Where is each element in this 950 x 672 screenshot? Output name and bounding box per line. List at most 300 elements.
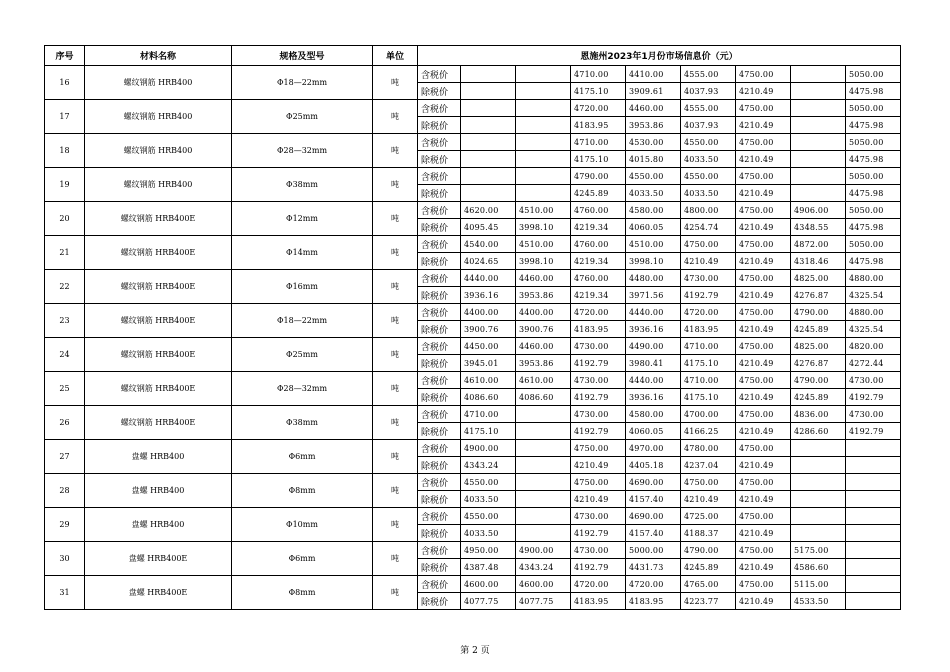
tax-price-cell: 4440.00 xyxy=(626,304,681,321)
row-seq: 19 xyxy=(45,168,85,202)
tax-price-cell: 4900.00 xyxy=(461,440,516,457)
tax-price-cell: 4730.00 xyxy=(681,270,736,287)
tax-price-cell: 4400.00 xyxy=(516,304,571,321)
spec-model: Φ38mm xyxy=(232,168,373,202)
notax-price-cell: 4192.79 xyxy=(846,423,901,440)
notax-price-cell xyxy=(791,117,846,134)
row-seq: 29 xyxy=(45,508,85,542)
tax-price-cell: 4600.00 xyxy=(516,576,571,593)
tax-price-cell: 5050.00 xyxy=(846,168,901,185)
tax-price-cell: 5000.00 xyxy=(626,542,681,559)
tax-price-cell: 4620.00 xyxy=(461,202,516,219)
tax-price-cell: 4750.00 xyxy=(681,474,736,491)
tax-price-cell xyxy=(846,474,901,491)
notax-price-cell xyxy=(516,185,571,202)
tax-price-cell: 4700.00 xyxy=(681,406,736,423)
material-name: 螺纹钢筋 HRB400E xyxy=(85,406,232,440)
notax-price-cell: 4272.44 xyxy=(846,355,901,372)
tax-price-label: 含税价 xyxy=(418,270,461,287)
notax-price-cell: 4237.04 xyxy=(681,457,736,474)
spec-model: Φ10mm xyxy=(232,508,373,542)
material-name: 螺纹钢筋 HRB400E xyxy=(85,338,232,372)
tax-price-cell: 4825.00 xyxy=(791,338,846,355)
notax-price-cell: 3998.10 xyxy=(516,253,571,270)
notax-price-cell: 3980.41 xyxy=(626,355,681,372)
table-row-tax xyxy=(45,236,901,253)
row-seq: 23 xyxy=(45,304,85,338)
notax-price-cell: 4095.45 xyxy=(461,219,516,236)
tax-price-cell: 4750.00 xyxy=(736,338,791,355)
table-row-tax xyxy=(45,134,901,151)
notax-price-label: 除税价 xyxy=(418,83,461,100)
notax-price-cell: 4033.50 xyxy=(461,525,516,542)
notax-price-label: 除税价 xyxy=(418,287,461,304)
notax-price-cell: 3900.76 xyxy=(516,321,571,338)
notax-price-cell: 4245.89 xyxy=(571,185,626,202)
notax-price-cell: 3953.86 xyxy=(516,287,571,304)
tax-price-cell xyxy=(516,440,571,457)
spec-model: Φ8mm xyxy=(232,474,373,508)
tax-price-cell: 4550.00 xyxy=(681,134,736,151)
notax-price-cell: 4245.89 xyxy=(681,559,736,576)
notax-price-cell: 4210.49 xyxy=(736,457,791,474)
tax-price-cell: 4780.00 xyxy=(681,440,736,457)
tax-price-cell: 4720.00 xyxy=(571,304,626,321)
notax-price-cell: 4033.50 xyxy=(626,185,681,202)
notax-price-cell: 4192.79 xyxy=(571,423,626,440)
unit: 吨 xyxy=(373,474,418,508)
tax-price-cell: 4750.00 xyxy=(736,66,791,83)
notax-price-cell: 3909.61 xyxy=(626,83,681,100)
tax-price-cell: 4550.00 xyxy=(461,474,516,491)
notax-price-cell: 4033.50 xyxy=(681,185,736,202)
tax-price-cell: 4750.00 xyxy=(736,440,791,457)
notax-price-label: 除税价 xyxy=(418,151,461,168)
tax-price-cell: 4900.00 xyxy=(516,542,571,559)
notax-price-cell: 4210.49 xyxy=(736,355,791,372)
tax-price-label: 含税价 xyxy=(418,542,461,559)
notax-price-cell: 4210.49 xyxy=(736,423,791,440)
spec-model: Φ28—32mm xyxy=(232,134,373,168)
notax-price-cell: 4219.34 xyxy=(571,287,626,304)
row-seq: 22 xyxy=(45,270,85,304)
tax-price-cell xyxy=(516,66,571,83)
tax-price-cell: 4730.00 xyxy=(846,372,901,389)
tax-price-label: 含税价 xyxy=(418,406,461,423)
tax-price-cell: 4790.00 xyxy=(791,372,846,389)
material-name: 盘螺 HRB400E xyxy=(85,576,232,610)
notax-price-cell xyxy=(791,525,846,542)
notax-price-cell: 4192.79 xyxy=(571,389,626,406)
tax-price-label: 含税价 xyxy=(418,508,461,525)
notax-price-cell: 4166.25 xyxy=(681,423,736,440)
notax-price-label: 除税价 xyxy=(418,491,461,508)
spec-model: Φ18—22mm xyxy=(232,66,373,100)
tax-price-cell xyxy=(791,508,846,525)
tax-price-cell: 4730.00 xyxy=(571,508,626,525)
row-seq: 20 xyxy=(45,202,85,236)
tax-price-cell: 4550.00 xyxy=(461,508,516,525)
notax-price-cell xyxy=(791,457,846,474)
notax-price-cell xyxy=(846,525,901,542)
notax-price-cell: 4210.49 xyxy=(736,219,791,236)
tax-price-cell xyxy=(516,134,571,151)
table-row-tax xyxy=(45,270,901,287)
material-name: 盘螺 HRB400 xyxy=(85,440,232,474)
notax-price-cell: 4475.98 xyxy=(846,219,901,236)
notax-price-cell: 4387.48 xyxy=(461,559,516,576)
notax-price-cell: 4060.05 xyxy=(626,219,681,236)
notax-price-cell: 4210.49 xyxy=(736,287,791,304)
tax-price-cell: 4750.00 xyxy=(736,168,791,185)
tax-price-cell: 4710.00 xyxy=(571,134,626,151)
notax-price-cell xyxy=(846,559,901,576)
tax-price-label: 含税价 xyxy=(418,576,461,593)
table-row-tax xyxy=(45,100,901,117)
notax-price-cell: 4325.54 xyxy=(846,287,901,304)
tax-price-cell: 4460.00 xyxy=(516,338,571,355)
tax-price-cell xyxy=(846,508,901,525)
notax-price-cell: 4175.10 xyxy=(461,423,516,440)
tax-price-cell: 4580.00 xyxy=(626,202,681,219)
tax-price-cell: 5050.00 xyxy=(846,100,901,117)
unit: 吨 xyxy=(373,134,418,168)
notax-price-cell xyxy=(516,457,571,474)
tax-price-cell: 4750.00 xyxy=(736,236,791,253)
notax-price-label: 除税价 xyxy=(418,219,461,236)
tax-price-label: 含税价 xyxy=(418,440,461,457)
tax-price-cell: 4750.00 xyxy=(736,202,791,219)
notax-price-cell xyxy=(461,185,516,202)
notax-price-label: 除税价 xyxy=(418,593,461,610)
notax-price-label: 除税价 xyxy=(418,355,461,372)
header-spec: 规格及型号 xyxy=(232,46,373,66)
notax-price-cell: 4175.10 xyxy=(571,151,626,168)
notax-price-cell: 4586.60 xyxy=(791,559,846,576)
notax-price-cell: 4077.75 xyxy=(516,593,571,610)
notax-price-cell: 4024.65 xyxy=(461,253,516,270)
material-name: 螺纹钢筋 HRB400E xyxy=(85,202,232,236)
table-row-tax xyxy=(45,66,901,83)
notax-price-cell: 4210.49 xyxy=(736,151,791,168)
tax-price-cell xyxy=(516,474,571,491)
notax-price-cell: 4318.46 xyxy=(791,253,846,270)
notax-price-cell: 4219.34 xyxy=(571,219,626,236)
unit: 吨 xyxy=(373,66,418,100)
notax-price-cell xyxy=(516,423,571,440)
notax-price-cell: 4343.24 xyxy=(516,559,571,576)
tax-price-cell: 4490.00 xyxy=(626,338,681,355)
row-seq: 18 xyxy=(45,134,85,168)
notax-price-label: 除税价 xyxy=(418,253,461,270)
tax-price-cell xyxy=(846,542,901,559)
tax-price-cell: 4880.00 xyxy=(846,270,901,287)
notax-price-cell: 4475.98 xyxy=(846,253,901,270)
tax-price-cell: 4970.00 xyxy=(626,440,681,457)
notax-price-cell: 4033.50 xyxy=(681,151,736,168)
tax-price-cell: 4710.00 xyxy=(571,66,626,83)
tax-price-cell: 5175.00 xyxy=(791,542,846,559)
notax-price-cell xyxy=(791,185,846,202)
notax-price-label: 除税价 xyxy=(418,321,461,338)
notax-price-cell xyxy=(516,83,571,100)
tax-price-cell: 4750.00 xyxy=(736,134,791,151)
tax-price-cell: 4550.00 xyxy=(681,168,736,185)
notax-price-cell xyxy=(791,491,846,508)
tax-price-cell: 4765.00 xyxy=(681,576,736,593)
row-seq: 31 xyxy=(45,576,85,610)
tax-price-cell: 4800.00 xyxy=(681,202,736,219)
notax-price-label: 除税价 xyxy=(418,185,461,202)
tax-price-label: 含税价 xyxy=(418,372,461,389)
notax-price-cell: 4210.49 xyxy=(681,253,736,270)
notax-price-cell: 4254.74 xyxy=(681,219,736,236)
spec-model: Φ25mm xyxy=(232,100,373,134)
tax-price-cell: 4720.00 xyxy=(571,100,626,117)
notax-price-cell: 4210.49 xyxy=(736,593,791,610)
tax-price-cell: 5115.00 xyxy=(791,576,846,593)
material-name: 螺纹钢筋 HRB400E xyxy=(85,236,232,270)
tax-price-label: 含税价 xyxy=(418,134,461,151)
notax-price-cell xyxy=(846,491,901,508)
tax-price-cell: 4725.00 xyxy=(681,508,736,525)
tax-price-cell: 5050.00 xyxy=(846,236,901,253)
tax-price-cell: 4906.00 xyxy=(791,202,846,219)
tax-price-cell: 4760.00 xyxy=(571,202,626,219)
tax-price-label: 含税价 xyxy=(418,236,461,253)
page-number: 第 2 页 xyxy=(460,646,490,656)
tax-price-cell: 4530.00 xyxy=(626,134,681,151)
notax-price-cell: 4210.49 xyxy=(736,525,791,542)
tax-price-label: 含税价 xyxy=(418,338,461,355)
notax-price-cell: 4475.98 xyxy=(846,83,901,100)
notax-price-cell: 4210.49 xyxy=(571,457,626,474)
tax-price-cell: 4440.00 xyxy=(626,372,681,389)
notax-price-cell: 4245.89 xyxy=(791,321,846,338)
tax-price-cell: 4820.00 xyxy=(846,338,901,355)
tax-price-cell: 4750.00 xyxy=(571,474,626,491)
header-name: 材料名称 xyxy=(85,46,232,66)
unit: 吨 xyxy=(373,270,418,304)
material-name: 盘螺 HRB400 xyxy=(85,474,232,508)
unit: 吨 xyxy=(373,440,418,474)
tax-price-cell: 4730.00 xyxy=(571,406,626,423)
spec-model: Φ18—22mm xyxy=(232,304,373,338)
notax-price-cell: 4343.24 xyxy=(461,457,516,474)
row-seq: 30 xyxy=(45,542,85,576)
notax-price-cell: 4475.98 xyxy=(846,151,901,168)
notax-price-cell xyxy=(516,525,571,542)
notax-price-cell xyxy=(791,83,846,100)
spec-model: Φ38mm xyxy=(232,406,373,440)
unit: 吨 xyxy=(373,168,418,202)
spec-model: Φ6mm xyxy=(232,542,373,576)
notax-price-cell: 4276.87 xyxy=(791,355,846,372)
tax-price-cell: 4540.00 xyxy=(461,236,516,253)
notax-price-cell: 4210.49 xyxy=(736,185,791,202)
notax-price-cell: 4086.60 xyxy=(516,389,571,406)
notax-price-cell: 4175.10 xyxy=(681,389,736,406)
tax-price-cell: 4790.00 xyxy=(791,304,846,321)
notax-price-cell: 3953.86 xyxy=(626,117,681,134)
material-name: 螺纹钢筋 HRB400E xyxy=(85,270,232,304)
notax-price-cell: 4223.77 xyxy=(681,593,736,610)
tax-price-label: 含税价 xyxy=(418,66,461,83)
price-table xyxy=(44,45,901,610)
row-seq: 17 xyxy=(45,100,85,134)
tax-price-cell: 4710.00 xyxy=(681,372,736,389)
tax-price-cell: 4400.00 xyxy=(461,304,516,321)
tax-price-cell: 4550.00 xyxy=(626,168,681,185)
tax-price-cell: 4410.00 xyxy=(626,66,681,83)
material-name: 盘螺 HRB400 xyxy=(85,508,232,542)
tax-price-cell: 4750.00 xyxy=(736,372,791,389)
notax-price-cell xyxy=(516,117,571,134)
tax-price-cell xyxy=(516,406,571,423)
tax-price-cell xyxy=(461,134,516,151)
tax-price-cell: 4836.00 xyxy=(791,406,846,423)
table-row-tax xyxy=(45,338,901,355)
header-price-title: 恩施州2023年1月份市场信息价（元） xyxy=(418,46,901,66)
notax-price-cell: 3936.16 xyxy=(461,287,516,304)
tax-price-cell: 4720.00 xyxy=(626,576,681,593)
table-row-tax xyxy=(45,372,901,389)
material-name: 螺纹钢筋 HRB400E xyxy=(85,304,232,338)
notax-price-cell: 4183.95 xyxy=(681,321,736,338)
notax-price-cell: 4210.49 xyxy=(736,117,791,134)
tax-price-cell xyxy=(846,440,901,457)
tax-price-label: 含税价 xyxy=(418,474,461,491)
tax-price-cell: 4750.00 xyxy=(736,474,791,491)
notax-price-cell xyxy=(516,491,571,508)
notax-price-cell xyxy=(791,151,846,168)
tax-price-cell xyxy=(516,168,571,185)
tax-price-cell: 4440.00 xyxy=(461,270,516,287)
tax-price-cell: 4690.00 xyxy=(626,508,681,525)
row-seq: 16 xyxy=(45,66,85,100)
tax-price-cell: 4460.00 xyxy=(516,270,571,287)
row-seq: 27 xyxy=(45,440,85,474)
row-seq: 25 xyxy=(45,372,85,406)
unit: 吨 xyxy=(373,236,418,270)
tax-price-cell: 4610.00 xyxy=(516,372,571,389)
tax-price-cell: 4880.00 xyxy=(846,304,901,321)
tax-price-cell: 4750.00 xyxy=(681,236,736,253)
tax-price-cell: 4450.00 xyxy=(461,338,516,355)
notax-price-cell xyxy=(516,151,571,168)
row-seq: 21 xyxy=(45,236,85,270)
notax-price-cell: 4188.37 xyxy=(681,525,736,542)
tax-price-cell: 4690.00 xyxy=(626,474,681,491)
spec-model: Φ25mm xyxy=(232,338,373,372)
tax-price-cell: 4750.00 xyxy=(736,304,791,321)
notax-price-cell: 4037.93 xyxy=(681,83,736,100)
tax-price-cell: 4710.00 xyxy=(461,406,516,423)
notax-price-cell: 4210.49 xyxy=(736,491,791,508)
notax-price-cell: 4183.95 xyxy=(571,321,626,338)
notax-price-cell: 4086.60 xyxy=(461,389,516,406)
tax-price-cell: 4610.00 xyxy=(461,372,516,389)
unit: 吨 xyxy=(373,202,418,236)
notax-price-cell xyxy=(461,117,516,134)
tax-price-label: 含税价 xyxy=(418,202,461,219)
tax-price-cell: 5050.00 xyxy=(846,134,901,151)
tax-price-cell xyxy=(791,474,846,491)
notax-price-cell: 3998.10 xyxy=(516,219,571,236)
table-body xyxy=(45,66,901,610)
notax-price-cell xyxy=(846,593,901,610)
notax-price-label: 除税价 xyxy=(418,559,461,576)
notax-price-cell xyxy=(461,83,516,100)
tax-price-cell xyxy=(516,100,571,117)
tax-price-cell: 4730.00 xyxy=(846,406,901,423)
tax-price-label: 含税价 xyxy=(418,100,461,117)
spec-model: Φ6mm xyxy=(232,440,373,474)
notax-price-cell: 3900.76 xyxy=(461,321,516,338)
notax-price-cell: 3936.16 xyxy=(626,389,681,406)
tax-price-cell xyxy=(461,168,516,185)
notax-price-cell: 4210.49 xyxy=(736,253,791,270)
tax-price-cell xyxy=(516,508,571,525)
notax-price-cell: 4475.98 xyxy=(846,117,901,134)
tax-price-cell: 4750.00 xyxy=(736,576,791,593)
notax-price-cell: 3945.01 xyxy=(461,355,516,372)
notax-price-cell: 4210.49 xyxy=(571,491,626,508)
table-row-tax xyxy=(45,576,901,593)
notax-price-cell: 4245.89 xyxy=(791,389,846,406)
notax-price-cell: 4183.95 xyxy=(571,117,626,134)
header-row xyxy=(45,46,901,66)
tax-price-cell: 4510.00 xyxy=(516,236,571,253)
unit: 吨 xyxy=(373,542,418,576)
tax-price-cell: 4580.00 xyxy=(626,406,681,423)
unit: 吨 xyxy=(373,372,418,406)
notax-price-cell: 3953.86 xyxy=(516,355,571,372)
tax-price-cell: 4790.00 xyxy=(571,168,626,185)
notax-price-cell: 4192.79 xyxy=(681,287,736,304)
tax-price-cell: 4750.00 xyxy=(571,440,626,457)
table-row-tax xyxy=(45,304,901,321)
unit: 吨 xyxy=(373,406,418,440)
table-row-tax xyxy=(45,474,901,491)
tax-price-cell: 4872.00 xyxy=(791,236,846,253)
material-name: 螺纹钢筋 HRB400E xyxy=(85,372,232,406)
tax-price-cell: 4730.00 xyxy=(571,338,626,355)
header-unit: 单位 xyxy=(373,46,418,66)
spec-model: Φ8mm xyxy=(232,576,373,610)
tax-price-cell xyxy=(791,440,846,457)
tax-price-cell xyxy=(461,100,516,117)
notax-price-cell: 4183.95 xyxy=(626,593,681,610)
table-row-tax xyxy=(45,202,901,219)
tax-price-label: 含税价 xyxy=(418,168,461,185)
tax-price-label: 含税价 xyxy=(418,304,461,321)
tax-price-cell: 4825.00 xyxy=(791,270,846,287)
table-row-tax xyxy=(45,440,901,457)
notax-price-cell: 4210.49 xyxy=(736,83,791,100)
material-name: 螺纹钢筋 HRB400 xyxy=(85,134,232,168)
notax-price-cell: 4037.93 xyxy=(681,117,736,134)
tax-price-cell: 4750.00 xyxy=(736,406,791,423)
notax-price-cell: 4015.80 xyxy=(626,151,681,168)
header-seq: 序号 xyxy=(45,46,85,66)
row-seq: 28 xyxy=(45,474,85,508)
notax-price-cell: 4210.49 xyxy=(736,559,791,576)
tax-price-cell: 4760.00 xyxy=(571,270,626,287)
notax-price-label: 除税价 xyxy=(418,389,461,406)
table-row-tax xyxy=(45,542,901,559)
notax-price-label: 除税价 xyxy=(418,117,461,134)
